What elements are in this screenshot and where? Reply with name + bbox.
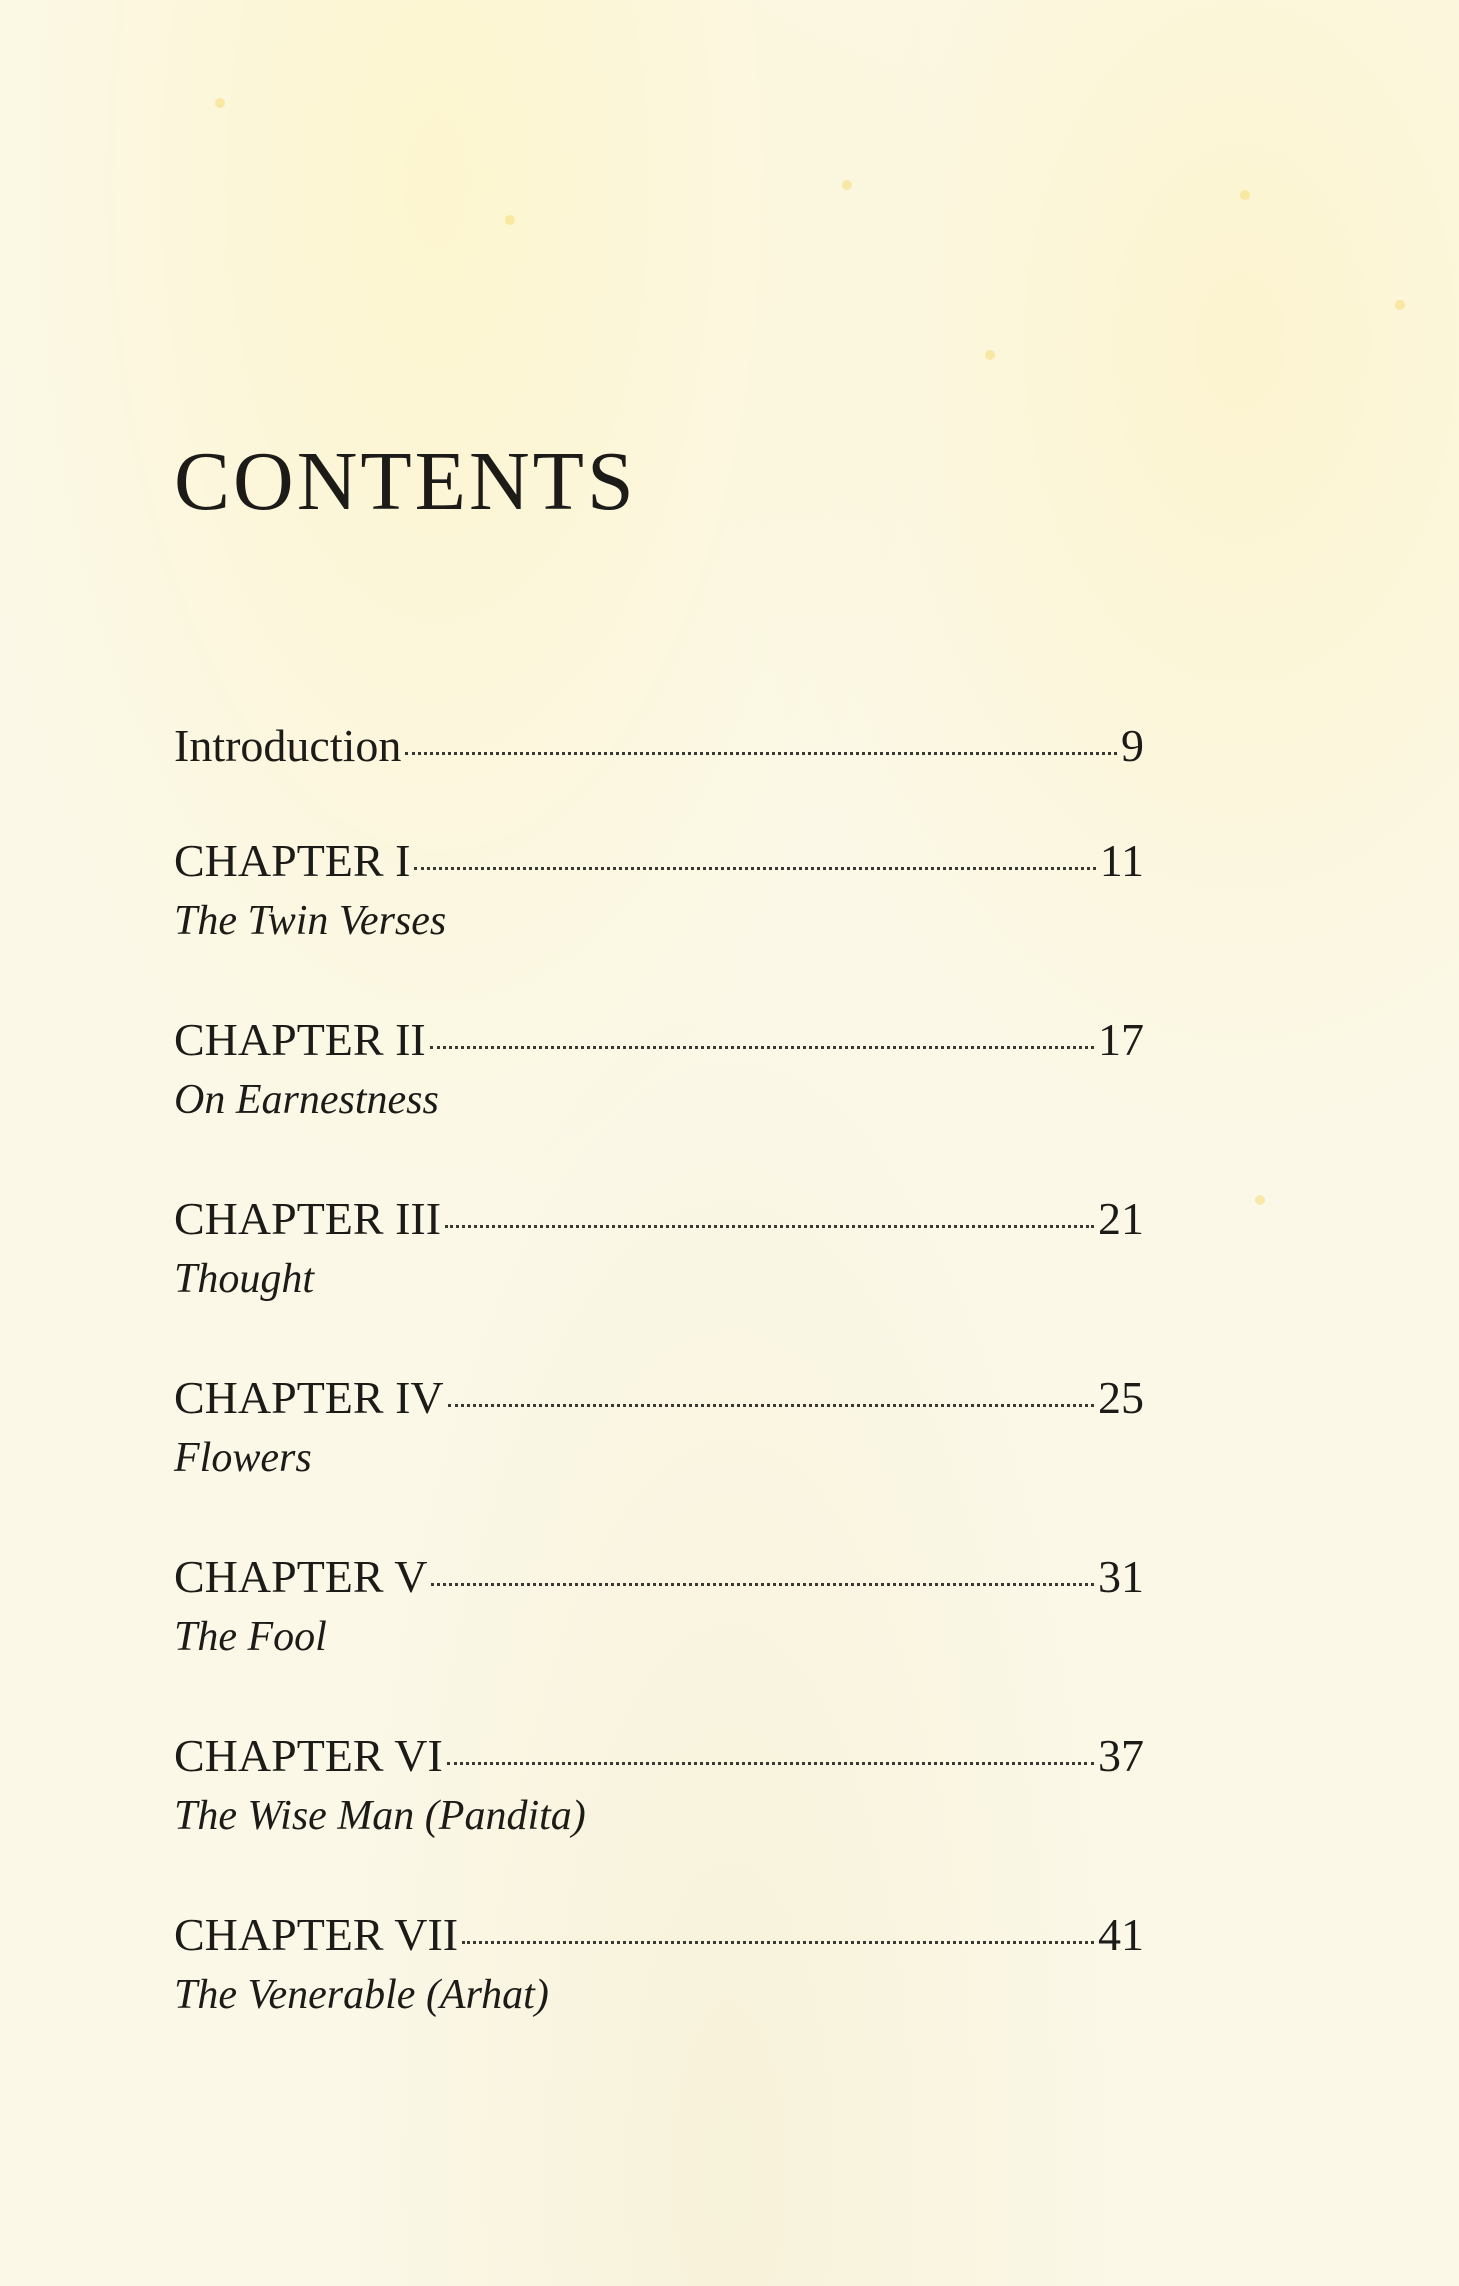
toc-entry-label: Introduction bbox=[174, 720, 402, 771]
toc-entry-label: CHAPTER II bbox=[174, 1014, 426, 1065]
toc-entry-subtitle: The Venerable (Arhat) bbox=[174, 1971, 549, 2018]
dot-leader bbox=[445, 1225, 1094, 1228]
toc-entry-label: CHAPTER VII bbox=[174, 1909, 459, 1960]
toc-entry-subtitle: Flowers bbox=[174, 1434, 312, 1481]
toc-entry-label: CHAPTER VI bbox=[174, 1730, 443, 1781]
dot-leader bbox=[462, 1941, 1094, 1944]
toc-entry-chapter-5[interactable] bbox=[174, 1551, 1144, 1662]
toc-page-number: 17 bbox=[1098, 1014, 1144, 1065]
paper-speck bbox=[985, 350, 995, 360]
dot-leader bbox=[448, 1404, 1094, 1407]
dot-leader bbox=[447, 1762, 1094, 1765]
toc-entry-chapter-3[interactable] bbox=[174, 1193, 1144, 1304]
paper-speck bbox=[1395, 300, 1405, 310]
toc-entry-chapter-2[interactable] bbox=[174, 1014, 1144, 1125]
dot-leader bbox=[414, 867, 1095, 870]
toc-entry-subtitle: The Twin Verses bbox=[174, 897, 447, 944]
toc-entry-subtitle: Thought bbox=[174, 1255, 315, 1302]
toc-entry-subtitle: The Fool bbox=[174, 1613, 327, 1660]
toc-entry-subtitle: The Wise Man (Pandita) bbox=[174, 1792, 586, 1839]
toc-page-number: 31 bbox=[1098, 1551, 1144, 1602]
toc-entry-chapter-7[interactable] bbox=[174, 1909, 1144, 2020]
paper-speck bbox=[842, 180, 852, 190]
toc-entry-label: CHAPTER I bbox=[174, 835, 411, 886]
toc-entry-chapter-4[interactable] bbox=[174, 1372, 1144, 1483]
toc-page-number: 11 bbox=[1099, 835, 1144, 886]
toc-page-number: 25 bbox=[1098, 1372, 1144, 1423]
dot-leader bbox=[431, 1583, 1094, 1586]
toc-entry-chapter-6[interactable] bbox=[174, 1730, 1144, 1841]
toc-page-number: 21 bbox=[1098, 1193, 1144, 1244]
toc-page-number: 9 bbox=[1121, 720, 1144, 771]
dot-leader bbox=[430, 1046, 1094, 1049]
toc-entry-chapter-1[interactable] bbox=[174, 835, 1144, 946]
dot-leader bbox=[405, 752, 1117, 755]
toc-page-number: 41 bbox=[1098, 1909, 1144, 1960]
toc-entry-label: CHAPTER IV bbox=[174, 1372, 444, 1423]
page-title: CONTENTS bbox=[174, 435, 637, 528]
toc-page-number: 37 bbox=[1098, 1730, 1144, 1781]
paper-speck bbox=[505, 215, 515, 225]
toc-entry-label: CHAPTER III bbox=[174, 1193, 442, 1244]
paper-speck bbox=[215, 98, 225, 108]
paper-speck bbox=[1255, 1195, 1265, 1205]
toc-entry-subtitle: On Earnestness bbox=[174, 1076, 439, 1123]
toc-entry-introduction[interactable] bbox=[174, 720, 1144, 773]
paper-speck bbox=[1240, 190, 1250, 200]
toc-entry-label: CHAPTER V bbox=[174, 1551, 428, 1602]
